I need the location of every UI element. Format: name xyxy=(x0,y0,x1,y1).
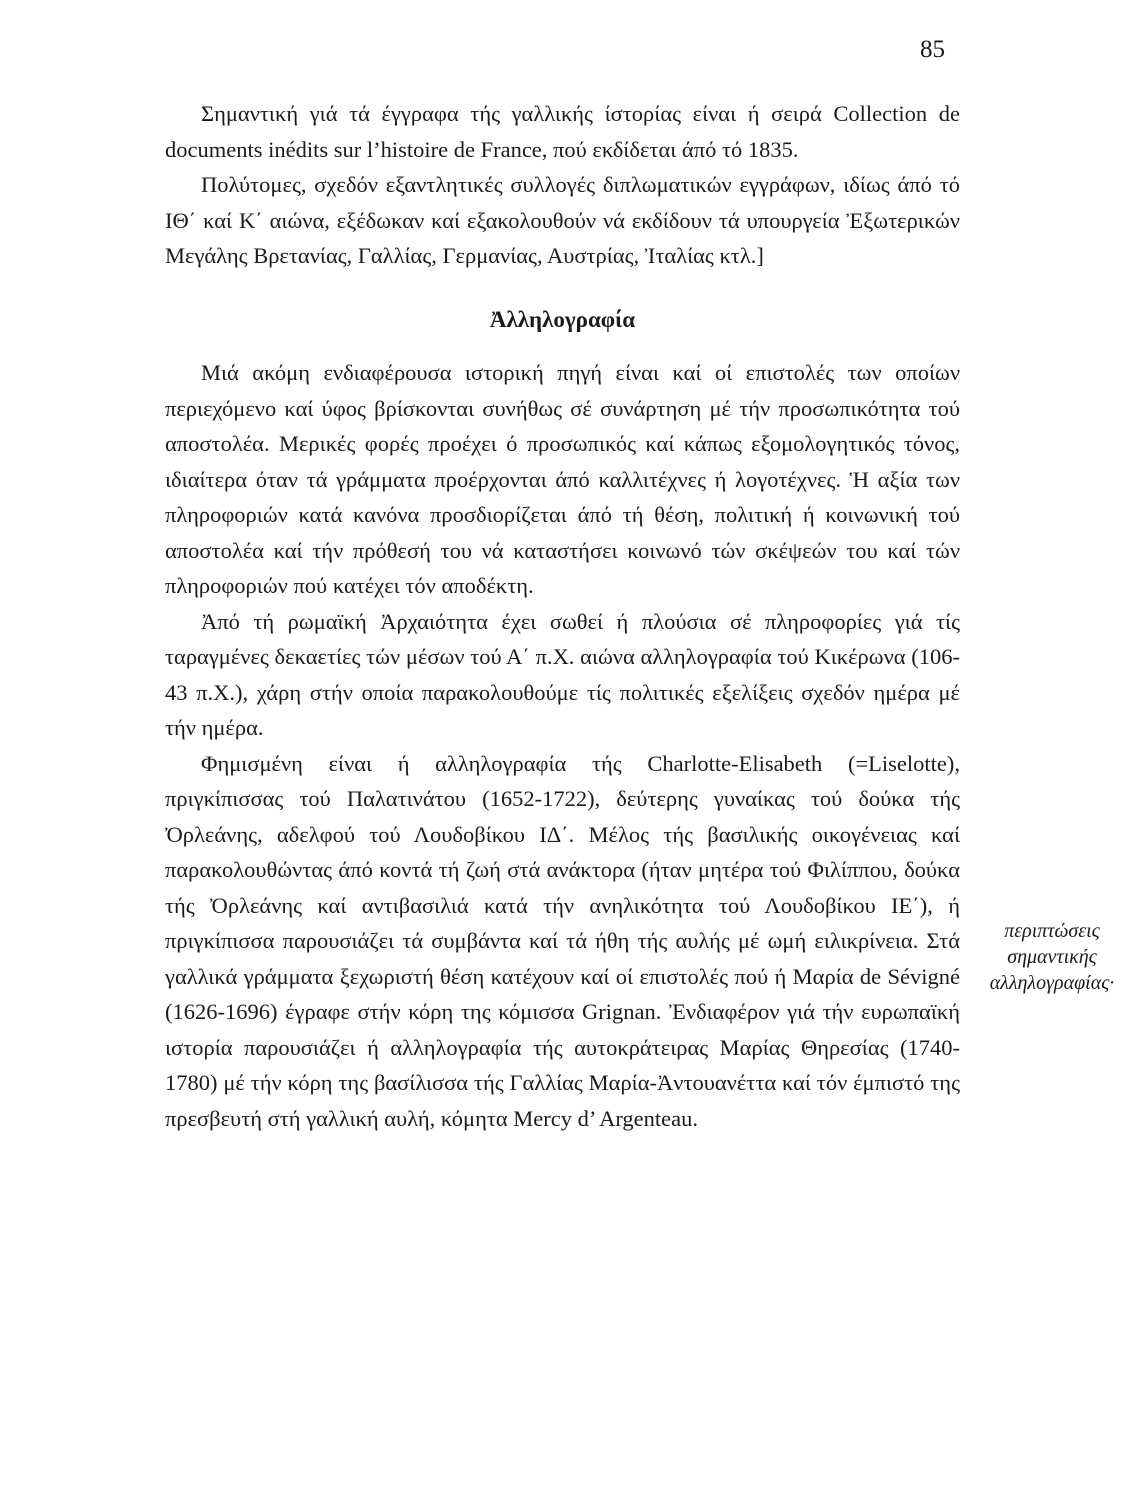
paragraph-famous-correspondence: Φημισμένη είναι ή αλληλογραφία τής Charlotte-Elisabeth (=Liselotte), πριγκίπισσας τού Παλατινάτου (1652-1722), δεύτερης γυναίκας τού δούκα τής Ὀρλεάνης, αδελφού τού Λουδοβίκου ΙΔ΄. Μέλος τής βασιλικής οικογένειας καί παρακολουθώντας άπό κοντά τή ζωή στά ανάκτορα (ήταν μητέρα τού Φιλίππου, δούκα τής Ὀρλεάνης καί αντιβασιλιά κατά τήν ανηλικότητα τού Λουδοβίκου ΙΕ΄), ή πριγκίπισσα παρουσιάζει τά συμβάντα καί τά ήθη τής αυλής μέ ωμή ειλικρίνεια. Στά γαλλικά γράμματα ξεχωριστή θέση κατέχουν καί οί επιστολές πού ή Μαρία de Sévigné (1626-1696) έγραφε στήν κόρη της κόμισσα Grignan. Ἐνδιαφέρον γιά τήν ευρωπαϊκή ιστορία παρουσιάζει ή αλληλογραφία τής αυτοκράτειρας Μαρίας Θηρεσίας (1740-1780) μέ τήν κόρη της βασίλισσα τής Γαλλίας Μαρία-Ἀντουανέττα καί τόν έμπιστό της πρεσβευτή στή γαλλική αυλή, κόμητα Mercy d’ Argenteau. xyxy=(165,750,960,1131)
body-text xyxy=(165,96,960,1136)
paragraph-letters-intro: Μιά ακόμη ενδιαφέρουσα ιστορική πηγή είναι καί οί επιστολές των οποίων περιεχόμενο καί ύφος βρίσκονται συνήθως σέ συνάρτηση μέ τήν προσωπικότητα τού αποστολέα. Μερικές φορές προέχει ό προσωπικός καί κάπως εξομολογητικός τόνος, ιδιαίτερα όταν τά γράμματα προέρχονται άπό καλλιτέχνες ή λογοτέχνες. Ἡ αξία των πληροφοριών κατά κανόνα προσδιορίζεται άπό τή θέση, πολιτική ή κοινωνική τού αποστολέα καί τήν πρόθεσή του νά καταστήσει κοινωνό τών σκέψεών του καί τών πληροφοριών πού κατέχει τόν αποδέκτη. xyxy=(165,360,960,598)
margin-note: περιπτώσεις σημαντικής αλληλογραφίας· xyxy=(989,920,1115,994)
paragraph-cicero: Ἀπό τή ρωμαϊκή Ἀρχαιότητα έχει σωθεί ή πλούσια σέ πληροφορίες γιά τίς ταραγμένες δεκαετίες τών μέσων τού Α΄ π.Χ. αιώνα αλληλογραφία τού Κικέρωνα (106-43 π.Χ.), χάρη στήν οποία παρακολουθούμε τίς πολιτικές εξελίξεις σχεδόν ημέρα μέ τήν ημέρα. xyxy=(165,608,960,740)
paragraph-collection-documents: Σημαντική γιά τά έγγραφα τής γαλλικής ίστορίας είναι ή σειρά Collection de documents inédits sur l’histoire de France, πού εκδίδεται άπό τό 1835. xyxy=(165,101,960,162)
paragraph-diplomatic-documents: Πολύτομες, σχεδόν εξαντλητικές συλλογές διπλωματικών εγγράφων, ιδίως άπό τό ΙΘ΄ καί Κ΄ αιώνα, εξέδωκαν καί εξακολουθούν νά εκδίδουν τά υπουργεία Ἐξωτερικών Μεγάλης Βρετανίας, Γαλλίας, Γερμανίας, Αυστρίας, Ἰταλίας κτλ.] xyxy=(165,172,960,268)
section-heading: Ἀλληλογραφία xyxy=(489,306,636,332)
page-number: 85 xyxy=(920,36,945,63)
